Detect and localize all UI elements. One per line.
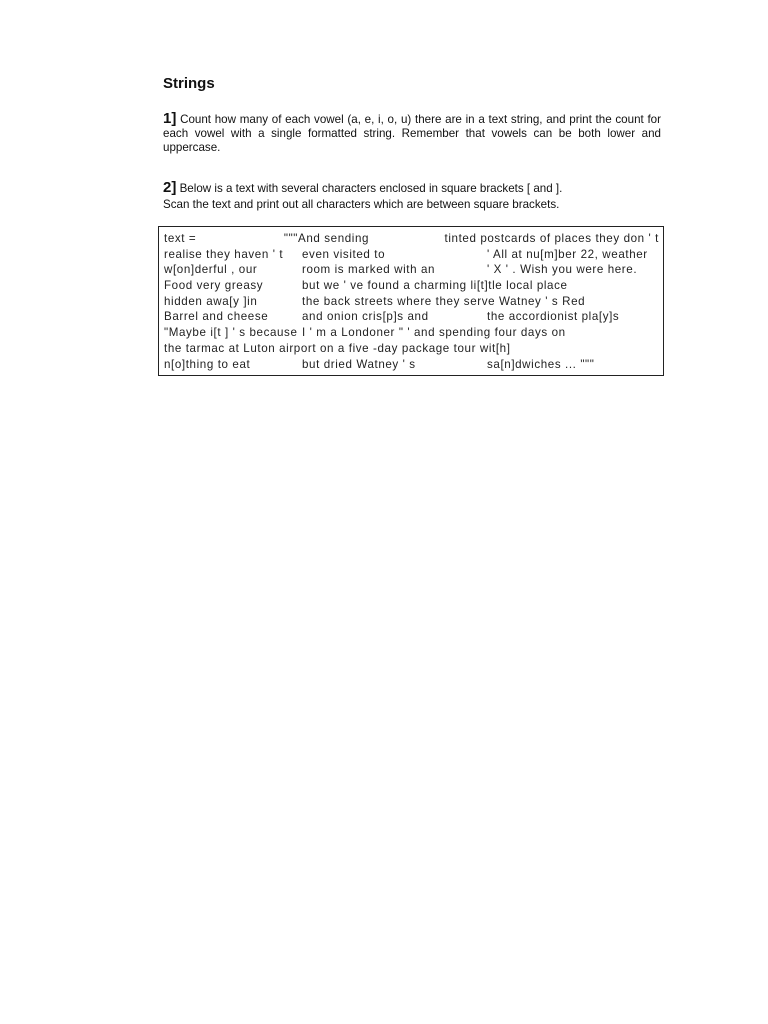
question-2 bbox=[163, 180, 663, 213]
code-segment: tinted postcards of places they don ' t bbox=[444, 232, 659, 245]
code-line bbox=[164, 294, 659, 310]
code-segment: hidden awa[y ]in bbox=[164, 294, 258, 308]
code-box bbox=[158, 226, 664, 376]
code-segment: Food very greasy bbox=[164, 279, 264, 293]
question-1 bbox=[163, 112, 661, 155]
code-segment: realise they haven ' t bbox=[164, 247, 284, 261]
question-1-text: Count how many of each vowel (a, e, i, o, u) there are in a text string, and print the count for each vowel with a single formatted string. Remember that vowels can be both lower and uppercase. bbox=[163, 113, 661, 154]
code-segment: the tarmac at Luton airport on a five -day package tour wit[h] bbox=[164, 341, 511, 355]
question-1-number: 1] bbox=[163, 110, 177, 127]
code-line bbox=[164, 247, 659, 263]
code-segment: n[o]thing to eat bbox=[164, 357, 251, 371]
code-segment: but we ' ve found a charming li[t]tle local place bbox=[302, 279, 568, 293]
code-line bbox=[164, 357, 659, 373]
question-2-text-2: Scan the text and print out all characters which are between square brackets. bbox=[163, 198, 560, 211]
page-title: Strings bbox=[163, 75, 215, 92]
code-segment: and onion cris[p]s and bbox=[302, 310, 429, 324]
code-segment: the back streets where they serve Watney ' s Red bbox=[302, 294, 586, 308]
code-segment: room is marked with an bbox=[302, 263, 436, 277]
question-2-number: 2] bbox=[163, 179, 177, 196]
code-segment: ' All at nu[m]ber 22, weather bbox=[487, 247, 648, 261]
code-segment: Barrel and cheese bbox=[164, 310, 269, 324]
code-segment: ' X ' . Wish you were here. bbox=[487, 263, 638, 277]
code-segment: sa[n]dwiches ... """ bbox=[487, 357, 595, 371]
code-segment: w[on]derful , our bbox=[164, 263, 258, 277]
code-segment: """And sending bbox=[283, 232, 370, 245]
question-2-line-1 bbox=[163, 180, 663, 197]
code-segment: the accordionist pla[y]s bbox=[487, 310, 620, 324]
code-segment: but dried Watney ' s bbox=[302, 357, 416, 371]
code-line bbox=[164, 341, 659, 357]
code-line bbox=[164, 231, 659, 247]
code-segment: even visited to bbox=[302, 247, 386, 261]
code-line bbox=[164, 309, 659, 325]
question-2-text-1: Below is a text with several characters enclosed in square brackets [ and ]. bbox=[179, 182, 563, 195]
code-segment: text = bbox=[164, 232, 197, 245]
code-segment: I ' m a Londoner " ' and spending four days on bbox=[302, 326, 566, 340]
code-line bbox=[164, 262, 659, 278]
code-segment: "Maybe i[t ] ' s because bbox=[164, 326, 298, 340]
code-line bbox=[164, 325, 659, 341]
code-line bbox=[164, 278, 659, 294]
